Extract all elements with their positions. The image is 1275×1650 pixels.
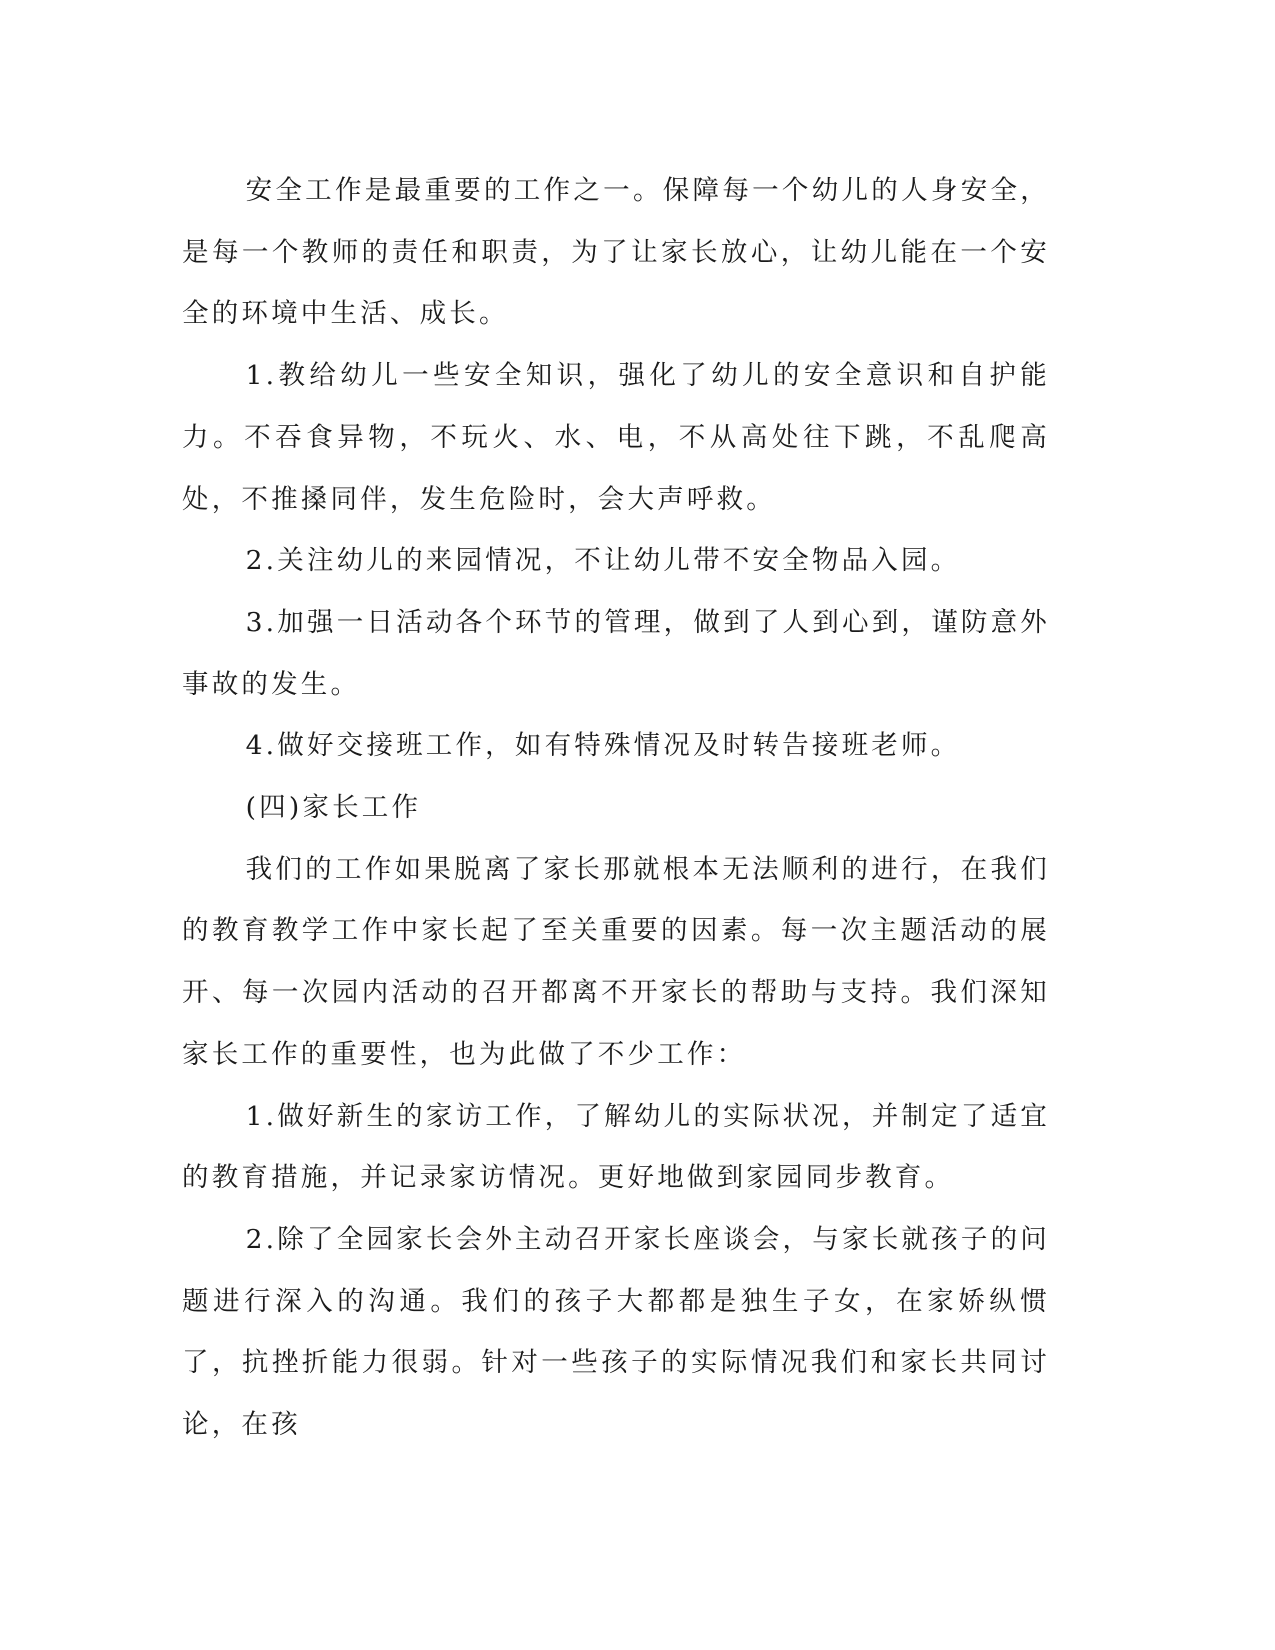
paragraph-safety-intro: 安全工作是最重要的工作之一。保障每一个幼儿的人身安全，是每一个教师的责任和职责，为了让家长放心，让幼儿能在一个安全的环境中生活、成长。 (182, 175, 1050, 330)
section-heading-parent-work: (四)家长工作 (245, 792, 422, 824)
paragraph-safety-item-2: 2.关注幼儿的来园情况，不让幼儿带不安全物品入园。 (245, 545, 961, 577)
paragraph-safety-item-1: 1.教给幼儿一些安全知识，强化了幼儿的安全意识和自护能力。不吞食异物，不玩火、水、电，不从高处往下跳，不乱爬高处，不推搡同伴，发生危险时，会大声呼救。 (182, 360, 1050, 515)
paragraph-safety-item-3: 3.加强一日活动各个环节的管理，做到了人到心到，谨防意外事故的发生。 (182, 606, 1050, 700)
paragraph-parent-intro: 我们的工作如果脱离了家长那就根本无法顺利的进行，在我们的教育教学工作中家长起了至关重要的因素。每一次主题活动的展开、每一次园内活动的召开都离不开家长的帮助与支持。我们深知家长工作的重要性，也为此做了不少工作： (182, 853, 1050, 1070)
document-body (182, 160, 1050, 1456)
paragraph-parent-item-1: 1.做好新生的家访工作，了解幼儿的实际状况，并制定了适宜的教育措施，并记录家访情况。更好地做到家园同步教育。 (182, 1100, 1050, 1194)
paragraph-safety-item-4: 4.做好交接班工作，如有特殊情况及时转告接班老师。 (245, 730, 961, 762)
paragraph-parent-item-2: 2.除了全园家长会外主动召开家长座谈会，与家长就孩子的问题进行深入的沟通。我们的孩子大都都是独生子女，在家娇纵惯了，抗挫折能力很弱。针对一些孩子的实际情况我们和家长共同讨论，在孩 (182, 1223, 1050, 1441)
